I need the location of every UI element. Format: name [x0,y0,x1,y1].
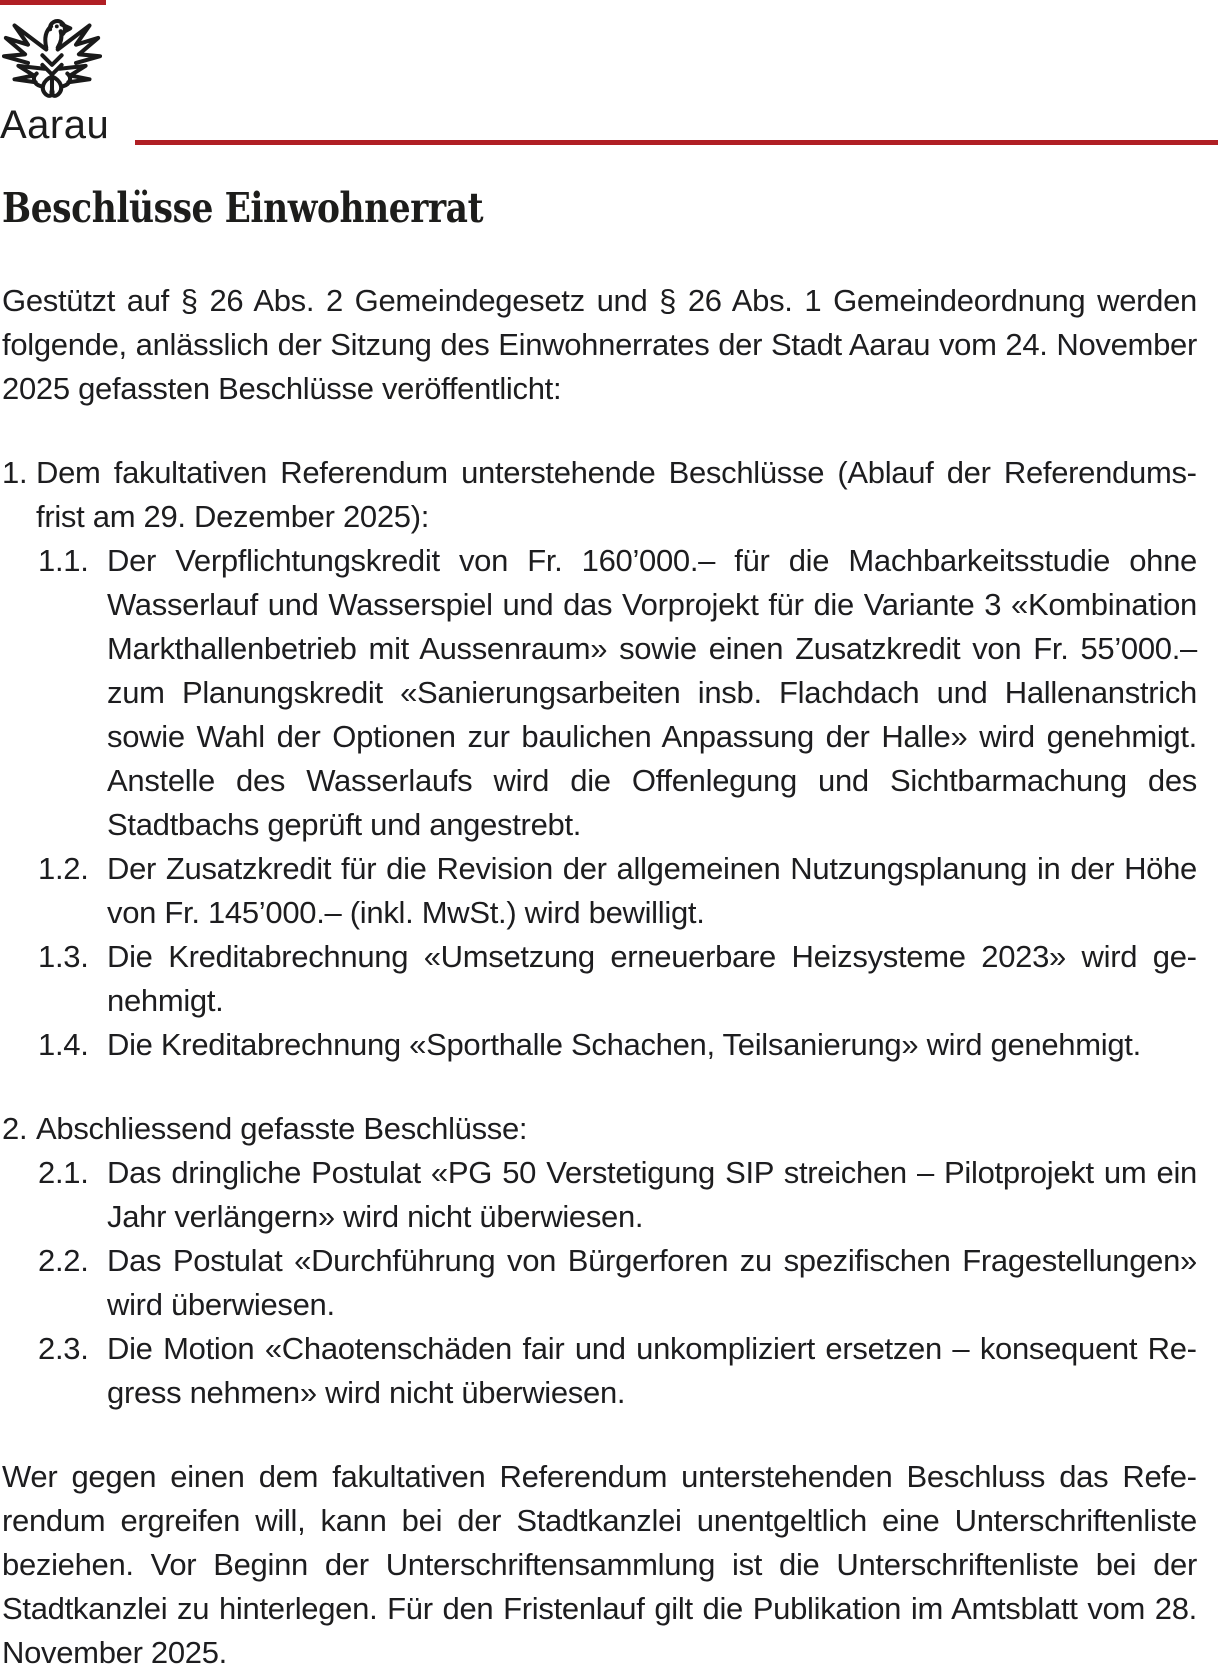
brand-top-red-bar [0,0,106,5]
section-heading-row [2,451,1197,539]
section-heading: Abschliessend gefasste Beschlüsse: [36,1111,528,1146]
list-item [38,1151,1197,1239]
brand-header [0,0,1221,150]
item-number: 1.2. [38,851,89,886]
document-body [0,186,1221,1675]
item-number: 1.4. [38,1027,89,1062]
item-text: Das Postulat «Durchführung von Bürgerforen zu spezifischen Fragestellungen» wird überwiesen. [107,1243,1197,1322]
item-text: Der Zusatzkredit für die Revision der allgemeinen Nutzungsplanung in der Höhe von Fr. 145’000.– (inkl. MwSt.) wird bewilligt. [107,851,1197,930]
section-heading-row [2,1107,1197,1151]
brand-horizontal-rule [135,140,1218,145]
intro-paragraph: Gestützt auf § 26 Abs. 2 Gemeindegesetz und § 26 Abs. 1 Gemeindeordnung werden folgende, anlässlich der Sitzung des Einwohnerrates der Stadt Aarau vom 24. November 2025 gefassten Beschlüsse veröffentlicht: [2,283,1197,406]
item-number: 2.1. [38,1155,89,1190]
aarau-eagle-icon [2,17,102,107]
section-abschliessende-beschluesse [2,1107,1197,1415]
item-text: Das dringliche Postulat «PG 50 Verstetigung SIP streichen – Pilotprojekt um ein Jahr verlängern» wird nicht überwiesen. [107,1155,1197,1234]
list-item [38,539,1197,847]
list-item [38,1239,1197,1327]
list-item [38,847,1197,935]
list-item [38,1023,1197,1067]
item-number: 1.1. [38,543,89,578]
brand-wordmark: Aarau [0,103,110,147]
item-text: Die Motion «Chaotenschäden fair und unkompliziert ersetzen – konsequent Regress nehmen» wird nicht überwiesen. [107,1331,1197,1410]
item-text: Der Verpflichtungskredit von Fr. 160’000.– für die Machbarkeitsstudie ohne Wasserlauf und Wasserspiel und das Vorprojekt für die Variante 3 «Kombination Markthallenbetrieb mit Aussenraum» sowie einen Zusatzkredit von Fr. 55’000.– zum Planungskredit «Sanierungsarbeiten insb. Flachdach und Hallenanstrich sowie Wahl der Optionen zur baulichen Anpassung der Halle» wird genehmigt. Anstelle des Wasserlaufs wird die Offenlegung und Sichtbarmachung des Stadtbachs geprüft und angestrebt. [107,543,1197,842]
item-number: 2.3. [38,1331,89,1366]
section-number: 1. [2,455,28,490]
item-text: Die Kreditabrechnung «Umsetzung erneuerbare Heizsysteme 2023» wird genehmigt. [107,939,1197,1018]
list-item [38,1327,1197,1415]
section-referendum-beschluesse [2,451,1197,1067]
item-text: Die Kreditabrechnung «Sporthalle Schachen, Teilsanierung» wird genehmigt. [107,1027,1141,1062]
item-number: 1.3. [38,939,89,974]
closing-paragraph: Wer gegen einen dem fakultativen Referendum unterstehenden Beschluss das Referendum ergreifen will, kann bei der Stadtkanzlei unentgeltlich eine Unterschriftenliste beziehen. Vor Beginn der Unterschriftensammlung ist die Unterschriftenliste bei der Stadtkanzlei zu hinterlegen. Für den Fristenlauf gilt die Publikation im Amtsblatt vom 28. November 2025. [2,1459,1197,1670]
section-heading: Dem fakultativen Referendum unterstehende Beschlüsse (Ablauf der Referendumsfrist am 29. Dezember 2025): [36,455,1197,534]
section-number: 2. [2,1111,28,1146]
item-number: 2.2. [38,1243,89,1278]
list-item [38,935,1197,1023]
page-title: Beschlüsse Einwohnerrat [2,184,484,232]
